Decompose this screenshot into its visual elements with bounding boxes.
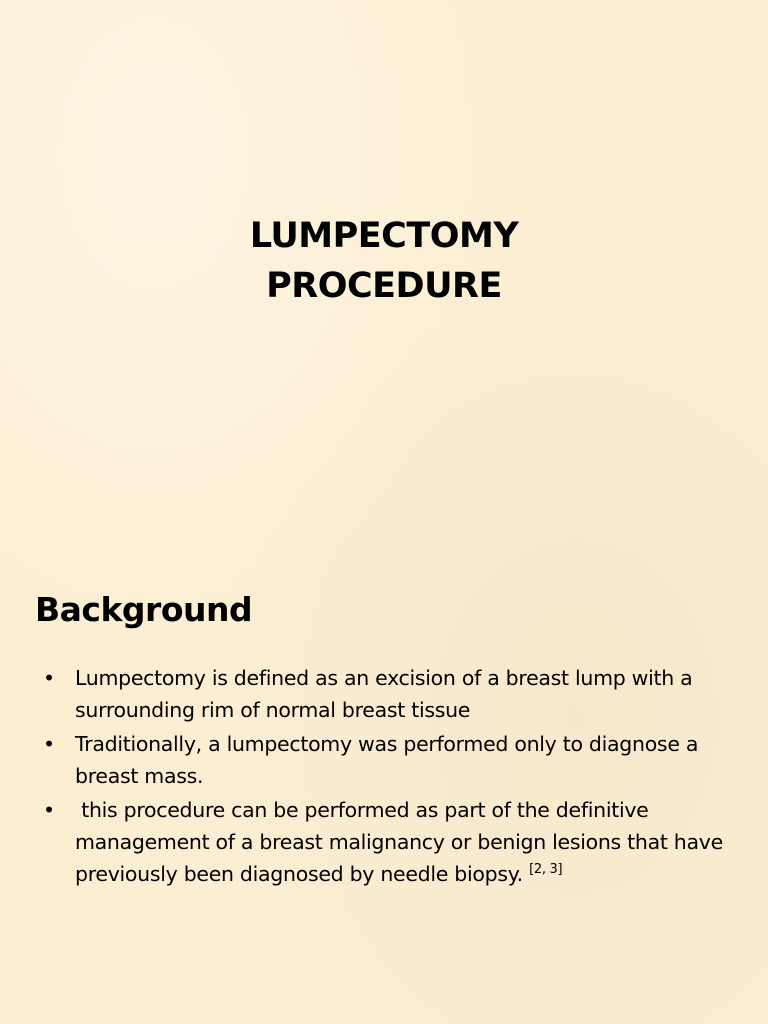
bullet-text: this procedure can be performed as part of the definitive management of a breast malignancy or benign lesions that have previously been diagnosed by needle biopsy.	[75, 798, 730, 886]
title-line-2: PROCEDURE	[266, 266, 502, 307]
bullet-list	[43, 662, 733, 892]
bullet-item-2	[43, 728, 733, 792]
bullet-dot-icon: •	[43, 666, 55, 690]
citation-reference: [2, 3]	[529, 862, 563, 878]
bullet-text: Traditionally, a lumpectomy was performed only to diagnose a breast mass.	[75, 732, 699, 788]
bullet-item-3	[43, 794, 733, 890]
bullet-item-1	[43, 662, 733, 726]
slide-title	[0, 211, 768, 311]
bullet-text: Lumpectomy is defined as an excision of a breast lump with a surrounding rim of normal breast tissue	[75, 666, 693, 722]
background-slide	[0, 512, 768, 1024]
title-line-1: LUMPECTOMY	[249, 216, 519, 257]
bullet-dot-icon: •	[43, 732, 55, 756]
bullet-dot-icon: •	[43, 798, 55, 822]
section-heading: Background	[35, 590, 253, 629]
